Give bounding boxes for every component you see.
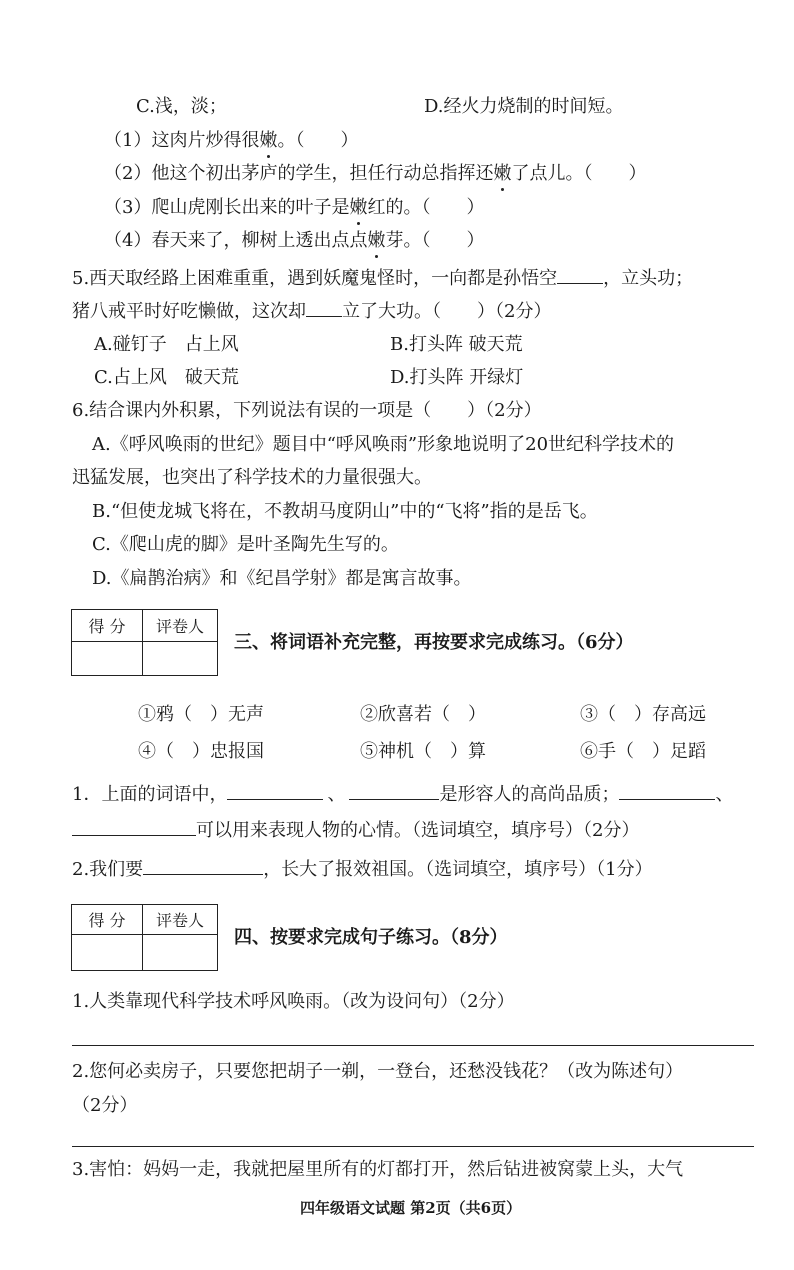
q4-option-c: C.浅，淡；	[136, 96, 227, 117]
page-footer: 四年级语文试题 第2页（共6页）	[300, 1199, 522, 1217]
q5-stem-line-2	[72, 298, 551, 324]
section-4-title: 四、按要求完成句子练习。（8分）	[234, 927, 508, 948]
q4-s2-post: 了点儿。（ ）	[511, 163, 647, 184]
q4-s2-pre: （2）他这个初出茅庐的学生，担任行动总指挥还	[104, 163, 494, 184]
grader-cell[interactable]	[143, 642, 218, 676]
grader-cell[interactable]	[143, 935, 218, 971]
sec3-word-1: ①鸦（ ）无声	[138, 704, 264, 725]
q5-option-a: A.碰钉子 占上风	[94, 334, 239, 355]
sec3-q2	[72, 856, 653, 882]
sec3-word-4: ④（ ）忠报国	[138, 741, 264, 762]
score-label: 得 分	[72, 610, 143, 642]
q4-s3-post: 红的。（ ）	[367, 197, 485, 218]
grader-label: 评卷人	[143, 905, 218, 935]
sec3-q1-a: 1．上面的词语中，	[72, 784, 228, 805]
q4-s3-marked-char: 嫩	[349, 197, 368, 218]
q5-stem-1a: 5.西天取经路上困难重重，遇到妖魔鬼怪时，一向都是孙悟空	[72, 268, 558, 289]
q5-option-b: B.打头阵 破天荒	[390, 334, 523, 355]
q5-option-c: C.占上风 破天荒	[94, 367, 239, 388]
q6-option-b: B.“但使龙城飞将在，不教胡马度阴山”中的“飞将”指的是岳飞。	[92, 501, 598, 522]
sec3-word-3: ③（ ）存高远	[580, 704, 706, 725]
sec4-q3: 3.害怕：妈妈一走，我就把屋里所有的灯都打开，然后钻进被窝蒙上头，大气	[72, 1159, 684, 1180]
sec3-q1-b: 、	[327, 784, 346, 805]
sec3-q2-a: 2.我们要	[72, 859, 144, 880]
q6-option-d: D.《扁鹊治病》和《纪昌学射》都是寓言故事。	[92, 568, 472, 589]
sec3-q1-line-1	[72, 781, 733, 807]
q4-s4-post: 芽。（ ）	[385, 230, 485, 251]
sec3-q1-d: 、	[715, 784, 734, 805]
q4-s1-pre: （1）这肉片炒得很	[104, 130, 260, 151]
score-box-section-4	[71, 904, 218, 971]
q5-blank-1[interactable]	[557, 265, 603, 284]
q4-s3-pre: （3）爬山虎刚长出来的叶子是	[104, 197, 350, 218]
score-cell[interactable]	[72, 642, 143, 676]
sec4-q2-answer-line[interactable]	[72, 1146, 754, 1147]
q4-s2-marked-char: 嫩	[493, 163, 512, 184]
sec3-q1-blank-2[interactable]	[349, 781, 439, 800]
sec3-word-6: ⑥手（ ）足蹈	[580, 741, 706, 762]
q4-sentence-4	[104, 229, 484, 253]
sec3-q2-blank[interactable]	[143, 856, 263, 875]
q4-sentence-3	[104, 196, 484, 220]
sec3-q1-c: 是形容人的高尚品质；	[439, 784, 620, 805]
q4-option-d: D.经火力烧制的时间短。	[424, 96, 624, 117]
sec4-q1: 1.人类靠现代科学技术呼风唤雨。（改为设问句）（2分）	[72, 991, 515, 1012]
sec3-q1-e: 可以用来表现人物的心情。（选词填空，填序号）（2分）	[196, 820, 640, 841]
q5-option-d: D.打头阵 开绿灯	[390, 367, 524, 388]
score-box-section-3	[71, 609, 218, 676]
q6-option-a-line-1: A.《呼风唤雨的世纪》题目中“呼风唤雨”形象地说明了20世纪科学技术的	[92, 434, 675, 455]
q4-s1-post: 。（ ）	[277, 130, 359, 151]
sec4-q2: 2.您何必卖房子，只要您把胡子一剃，一登台，还愁没钱花？（改为陈述句）	[72, 1061, 684, 1082]
q5-blank-2[interactable]	[306, 298, 342, 317]
q6-stem: 6.结合课内外积累，下列说法有误的一项是（ ）（2分）	[72, 400, 542, 421]
q5-stem-2b: 立了大功。（ ）（2分）	[342, 301, 552, 322]
section-3-title: 三、将词语补充完整，再按要求完成练习。（6分）	[234, 632, 634, 653]
q6-option-c: C.《爬山虎的脚》是叶圣陶先生写的。	[92, 534, 399, 555]
q6-option-a-line-2: 迅猛发展，也突出了科学技术的力量很强大。	[72, 467, 432, 488]
sec4-q2-score: （2分）	[72, 1095, 138, 1116]
sec3-q1-line-2	[72, 817, 639, 843]
q4-sentence-1	[104, 129, 358, 153]
q5-stem-1b: ，立头功；	[603, 268, 694, 289]
q5-stem-line-1	[72, 265, 693, 291]
sec3-q2-b: ，长大了报效祖国。（选词填空，填序号）（1分）	[263, 859, 653, 880]
q4-s4-pre: （4）春天来了，柳树上透出点点	[104, 230, 368, 251]
sec4-q1-answer-line[interactable]	[72, 1045, 754, 1046]
score-cell[interactable]	[72, 935, 143, 971]
q5-stem-2a: 猪八戒平时好吃懒做，这次却	[72, 301, 306, 322]
score-label: 得 分	[72, 905, 143, 935]
sec3-q1-blank-4[interactable]	[72, 817, 196, 836]
q4-sentence-2	[104, 162, 646, 186]
sec3-q1-blank-1[interactable]	[227, 781, 323, 800]
sec3-q1-blank-3[interactable]	[619, 781, 715, 800]
sec3-word-2: ②欣喜若（ ）	[360, 704, 486, 725]
sec3-word-5: ⑤神机（ ）算	[360, 741, 486, 762]
grader-label: 评卷人	[143, 610, 218, 642]
q4-s4-marked-char: 嫩	[367, 230, 386, 251]
q4-s1-marked-char: 嫩	[259, 130, 278, 151]
